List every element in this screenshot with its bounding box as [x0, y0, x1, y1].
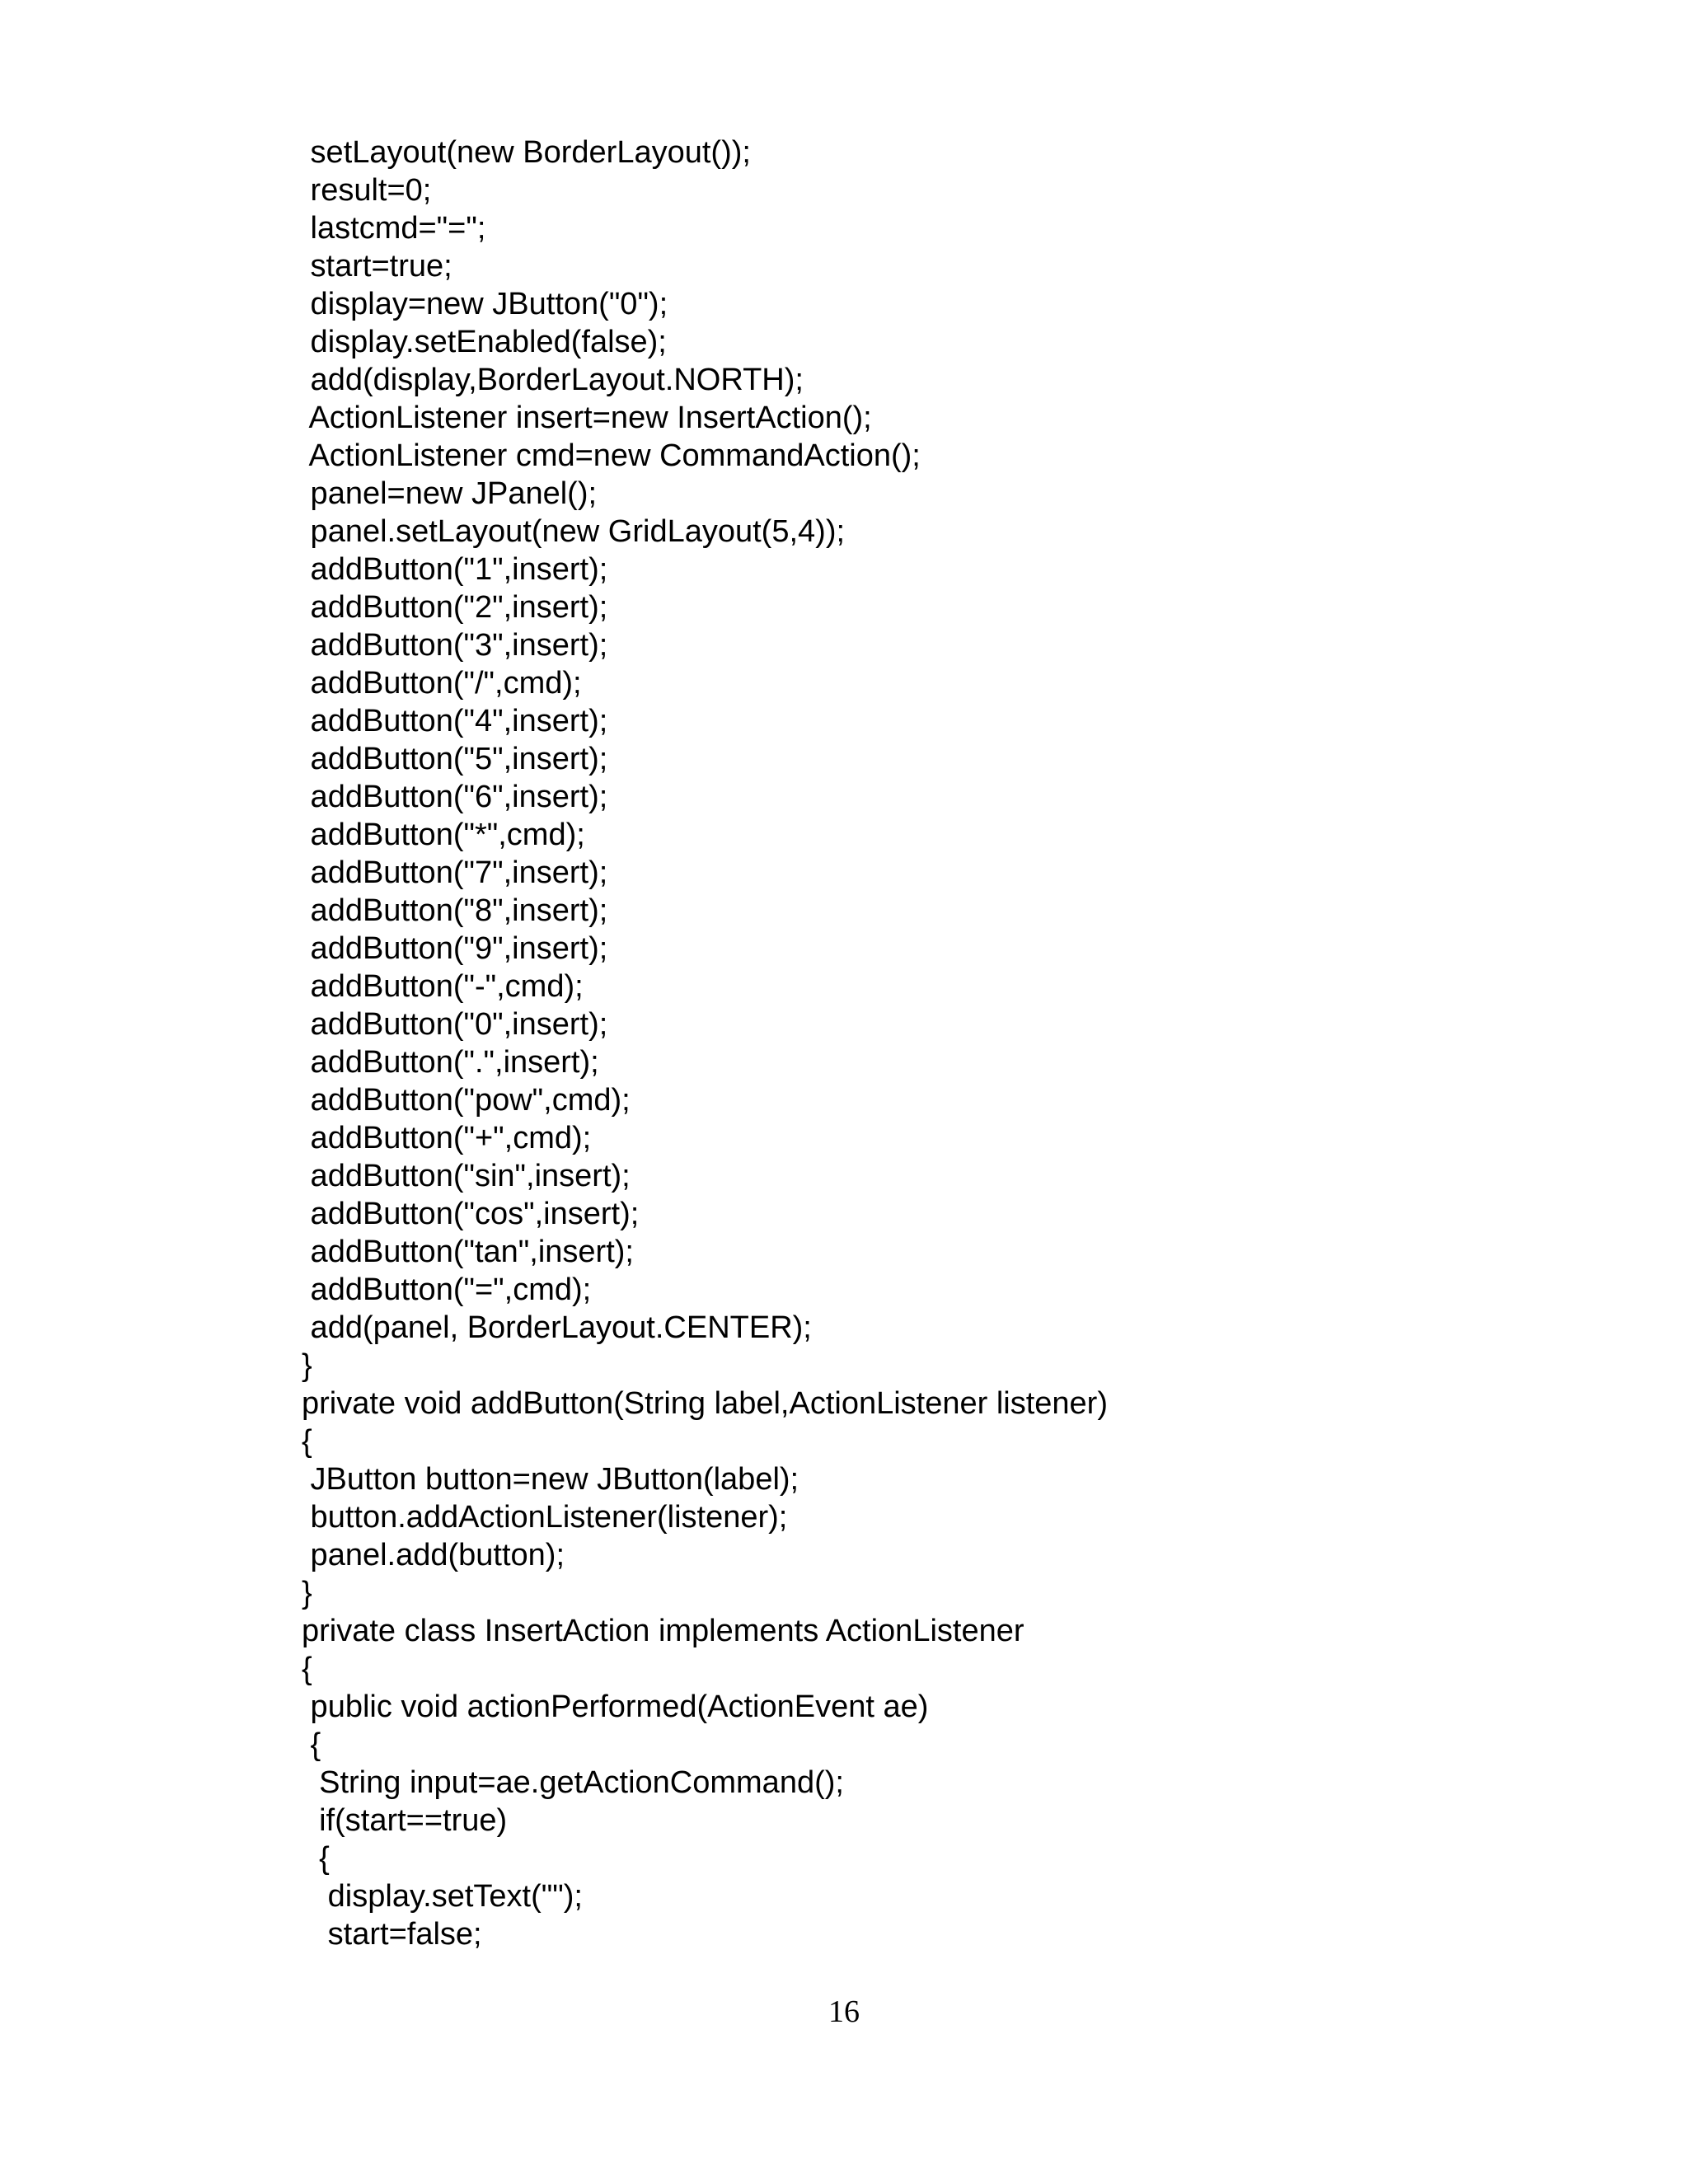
- code-line: {: [302, 1652, 312, 1686]
- code-line: private class InsertAction implements ActionListener: [302, 1614, 1025, 1648]
- code-line: lastcmd="=";: [302, 211, 486, 246]
- code-line: addButton("-",cmd);: [302, 969, 584, 1004]
- code-line: panel.add(button);: [302, 1538, 565, 1572]
- code-line: addButton("tan",insert);: [302, 1235, 634, 1269]
- code-line: panel=new JPanel();: [302, 476, 598, 511]
- code-line: display=new JButton("0");: [302, 287, 668, 321]
- code-line: public void actionPerformed(ActionEvent ae): [302, 1690, 929, 1724]
- code-line: addButton("2",insert);: [302, 590, 608, 625]
- code-line: {: [302, 1727, 321, 1762]
- code-line: private void addButton(String label,ActionListener listener): [302, 1386, 1108, 1421]
- code-line: start=true;: [302, 249, 452, 284]
- code-line: }: [302, 1576, 312, 1610]
- code-line: panel.setLayout(new GridLayout(5,4));: [302, 514, 846, 549]
- code-line: setLayout(new BorderLayout());: [302, 135, 751, 170]
- code-line: if(start==true): [302, 1803, 508, 1838]
- code-line: addButton("0",insert);: [302, 1007, 608, 1042]
- code-line: add(display,BorderLayout.NORTH);: [302, 363, 804, 397]
- code-line: addButton("sin",insert);: [302, 1159, 631, 1193]
- code-line: start=false;: [302, 1917, 482, 1952]
- code-line: addButton("9",insert);: [302, 931, 608, 966]
- code-line: display.setEnabled(false);: [302, 325, 667, 359]
- code-line: addButton("+",cmd);: [302, 1121, 592, 1155]
- code-line: addButton("1",insert);: [302, 552, 608, 587]
- code-line: display.setText("");: [302, 1879, 583, 1914]
- code-line: addButton("8",insert);: [302, 893, 608, 928]
- code-line: ActionListener cmd=new CommandAction();: [302, 438, 921, 473]
- code-line: button.addActionListener(listener);: [302, 1500, 788, 1535]
- code-line: String input=ae.getActionCommand();: [302, 1765, 844, 1800]
- code-line: result=0;: [302, 173, 432, 208]
- code-line: addButton("cos",insert);: [302, 1197, 640, 1231]
- code-line: {: [302, 1424, 312, 1459]
- code-line: JButton button=new JButton(label);: [302, 1462, 799, 1497]
- code-line: addButton("6",insert);: [302, 780, 608, 814]
- code-line: addButton("=",cmd);: [302, 1272, 592, 1307]
- code-line: addButton("7",insert);: [302, 855, 608, 890]
- page-number: 16: [828, 1994, 860, 2029]
- code-line: addButton("5",insert);: [302, 742, 608, 776]
- code-line: addButton("4",insert);: [302, 704, 608, 738]
- code-line: addButton("/",cmd);: [302, 666, 582, 701]
- code-listing: [302, 134, 1538, 1953]
- code-line: addButton(".",insert);: [302, 1045, 599, 1080]
- code-line: addButton("pow",cmd);: [302, 1083, 631, 1118]
- code-line: ActionListener insert=new InsertAction();: [302, 401, 872, 435]
- code-line: {: [302, 1841, 330, 1876]
- code-line: addButton("3",insert);: [302, 628, 608, 663]
- code-line: addButton("*",cmd);: [302, 818, 585, 852]
- code-line: }: [302, 1348, 312, 1383]
- code-line: add(panel, BorderLayout.CENTER);: [302, 1310, 812, 1345]
